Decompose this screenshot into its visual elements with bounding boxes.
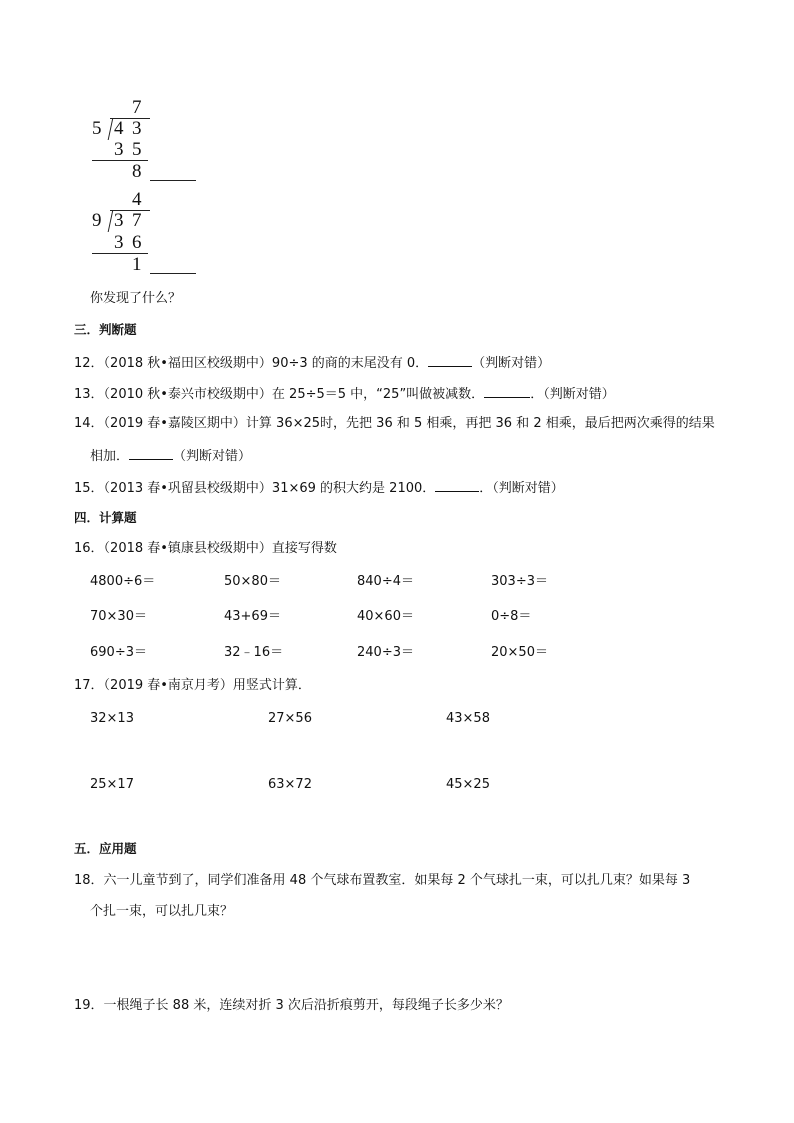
discover-question: 你发现了什么？ [90, 291, 182, 306]
q16-item: 70×30＝ [90, 609, 147, 624]
division2-bracket-side [108, 210, 114, 232]
q17-item: 25×17 [90, 777, 134, 792]
q16-item: 43+69＝ [224, 609, 281, 624]
division1-dividend-ones: 3 [132, 118, 142, 139]
q16-item: 0÷8＝ [491, 609, 532, 624]
q17-item: 43×58 [446, 711, 490, 726]
q12-answer-blank[interactable] [428, 354, 472, 367]
question-19-line1: 19．一根绳子长 88 米，连续对折 3 次后沿折痕剪开，每段绳子长多少米？ [74, 998, 509, 1013]
division2-dividend-tens: 3 [114, 210, 124, 231]
q17-item: 32×13 [90, 711, 134, 726]
q16-item: 32﹣16＝ [224, 645, 284, 660]
division1-remainder: 8 [132, 161, 142, 182]
division2-answer-blank[interactable] [150, 273, 196, 274]
q16-item: 240÷3＝ [357, 645, 414, 660]
q14-suffix: （判断对错） [173, 449, 252, 464]
question-15 [74, 479, 564, 497]
division2-dividend-ones: 7 [132, 210, 142, 231]
question-17-title: 17．（2019 春•南京月考）用竖式计算． [74, 678, 311, 693]
q16-item: 4800÷6＝ [90, 574, 156, 589]
q17-item: 27×56 [268, 711, 312, 726]
q15-text: 15．（2013 春•巩留县校级期中）31×69 的积大约是 2100． [74, 481, 436, 496]
q15-answer-blank[interactable] [435, 479, 479, 492]
question-14-line1: 14．（2019 春•嘉陵区期中）计算 36×25时，先把 36 和 5 相乘，再把 36 和 2 相乘，最后把两次乘得的结果 [74, 416, 715, 431]
division2-divisor: 9 [92, 210, 102, 231]
q15-suffix: ．（判断对错） [479, 481, 564, 496]
section-calc-title: 四．计算题 [74, 510, 137, 525]
q17-item: 63×72 [268, 777, 312, 792]
q12-suffix: （判断对错） [472, 356, 551, 371]
division1-bracket-side [108, 118, 114, 140]
question-14-line2 [90, 447, 251, 465]
question-12 [74, 354, 550, 372]
q16-item: 690÷3＝ [90, 645, 147, 660]
division2-product-tens: 3 [114, 232, 124, 253]
q14-answer-blank[interactable] [129, 447, 173, 460]
q17-item: 45×25 [446, 777, 490, 792]
question-18-line2: 个扎一束，可以扎几束？ [90, 904, 234, 919]
division1-quotient: 7 [132, 97, 142, 118]
question-18-line1: 18．六一儿童节到了，同学们准备用 48 个气球布置教室．如果每 2 个气球扎一束，可以扎几束？如果每 3 [74, 873, 691, 888]
division1-divisor: 5 [92, 118, 102, 139]
q16-item: 20×50＝ [491, 645, 548, 660]
q12-text: 12．（2018 秋•福田区校级期中）90÷3 的商的末尾没有 0． [74, 356, 429, 371]
q16-item: 303÷3＝ [491, 574, 548, 589]
division2-product-ones: 6 [132, 232, 142, 253]
q14-line2-text: 相加． [90, 449, 130, 464]
division2-remainder: 1 [132, 254, 142, 275]
q13-text: 13．（2010 秋•泰兴市校级期中）在 25÷5＝5 中，“25”叫做被减数． [74, 387, 485, 402]
section-apply-title: 五．应用题 [74, 841, 137, 856]
question-13 [74, 385, 615, 403]
division1-product-tens: 3 [114, 139, 124, 160]
q13-answer-blank[interactable] [484, 385, 530, 398]
division2-quotient: 4 [132, 189, 142, 210]
q16-item: 840÷4＝ [357, 574, 414, 589]
section-judge-title: 三．判断题 [74, 322, 137, 337]
division1-answer-blank[interactable] [150, 180, 196, 181]
division1-dividend-tens: 4 [114, 118, 124, 139]
q13-suffix: ．（判断对错） [530, 387, 615, 402]
q16-item: 40×60＝ [357, 609, 414, 624]
division1-product-ones: 5 [132, 139, 142, 160]
q16-item: 50×80＝ [224, 574, 281, 589]
question-16-title: 16．（2018 春•镇康县校级期中）直接写得数 [74, 541, 337, 556]
